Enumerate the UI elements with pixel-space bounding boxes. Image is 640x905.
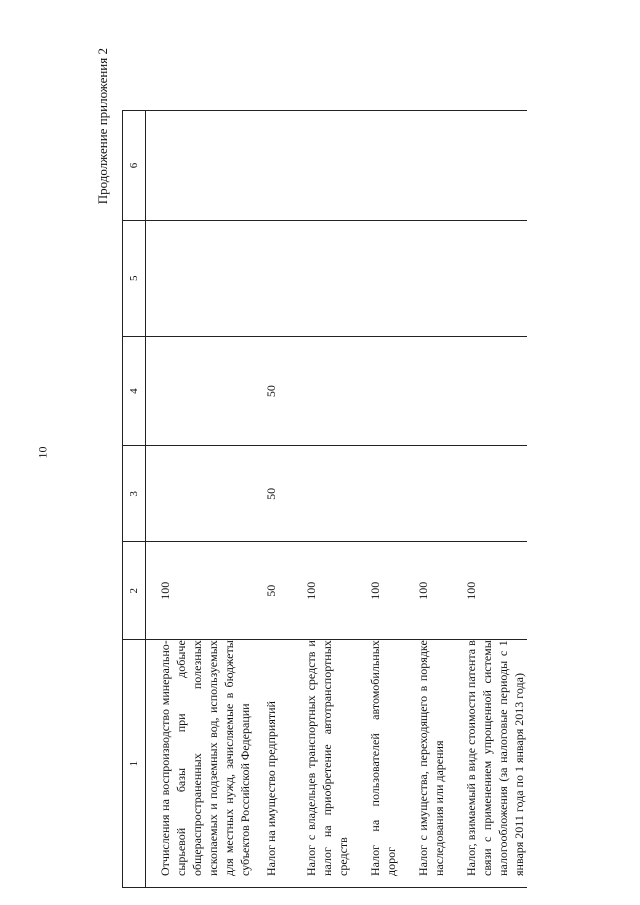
value-cell: 100	[447, 542, 527, 640]
table-row	[351, 111, 399, 888]
tax-name-cell: Налог на пользователей автомобильных дорог	[351, 640, 399, 888]
table-row	[399, 111, 447, 888]
value-cell: 100	[279, 542, 351, 640]
value-cell	[351, 446, 399, 542]
value-cell	[399, 111, 447, 221]
table-row	[146, 111, 254, 888]
value-cell	[351, 111, 399, 221]
column-header-2: 2	[123, 542, 146, 640]
value-cell	[351, 220, 399, 336]
column-header-4: 4	[123, 336, 146, 446]
page-number: 10	[35, 446, 50, 459]
tax-name-cell: Отчисления на воспроизводство минерально-сырьевой базы при добыче общераспространенных полезных ископаемых и подземных вод, используемых для местных нужд, зачисляемые в бюджеты субъектов Российской Федерации	[146, 640, 254, 888]
value-cell	[399, 220, 447, 336]
column-header-3: 3	[123, 446, 146, 542]
value-cell: 100	[399, 542, 447, 640]
value-cell	[279, 336, 351, 446]
value-cell: 100	[146, 542, 254, 640]
table-header-row	[123, 111, 146, 888]
tax-distribution-table	[122, 110, 527, 888]
tax-name-cell: Налог с владельцев транспортных средств и налог на приобретение автотранспортных средств	[279, 640, 351, 888]
value-cell	[146, 220, 254, 336]
value-cell	[399, 446, 447, 542]
value-cell: 50	[253, 336, 279, 446]
continuation-label: Продолжение приложения 2	[95, 48, 110, 205]
column-header-1: 1	[123, 640, 146, 888]
value-cell	[279, 111, 351, 221]
value-cell: 50	[253, 542, 279, 640]
value-cell	[279, 220, 351, 336]
rotated-page-content	[95, 48, 525, 888]
value-cell	[447, 336, 527, 446]
value-cell	[447, 446, 527, 542]
column-header-6: 6	[123, 111, 146, 221]
value-cell	[447, 220, 527, 336]
value-cell	[146, 336, 254, 446]
column-header-5: 5	[123, 220, 146, 336]
value-cell	[351, 336, 399, 446]
value-cell: 100	[351, 542, 399, 640]
tax-name-cell: Налог на имущество предприятий	[253, 640, 279, 888]
table-row	[447, 111, 527, 888]
tax-name-cell: Налог с имущества, переходящего в порядке наследования или дарения	[399, 640, 447, 888]
value-cell	[146, 111, 254, 221]
table-row	[253, 111, 279, 888]
value-cell	[253, 220, 279, 336]
value-cell	[447, 111, 527, 221]
table-row	[279, 111, 351, 888]
tax-name-cell: Налог, взимаемый в виде стоимости патента в связи с применением упрощенной системы налогообложения (за налоговые периоды с 1 января 2011 года по 1 января 2013 года)	[447, 640, 527, 888]
value-cell	[399, 336, 447, 446]
value-cell	[253, 111, 279, 221]
value-cell	[146, 446, 254, 542]
value-cell: 50	[253, 446, 279, 542]
value-cell	[279, 446, 351, 542]
